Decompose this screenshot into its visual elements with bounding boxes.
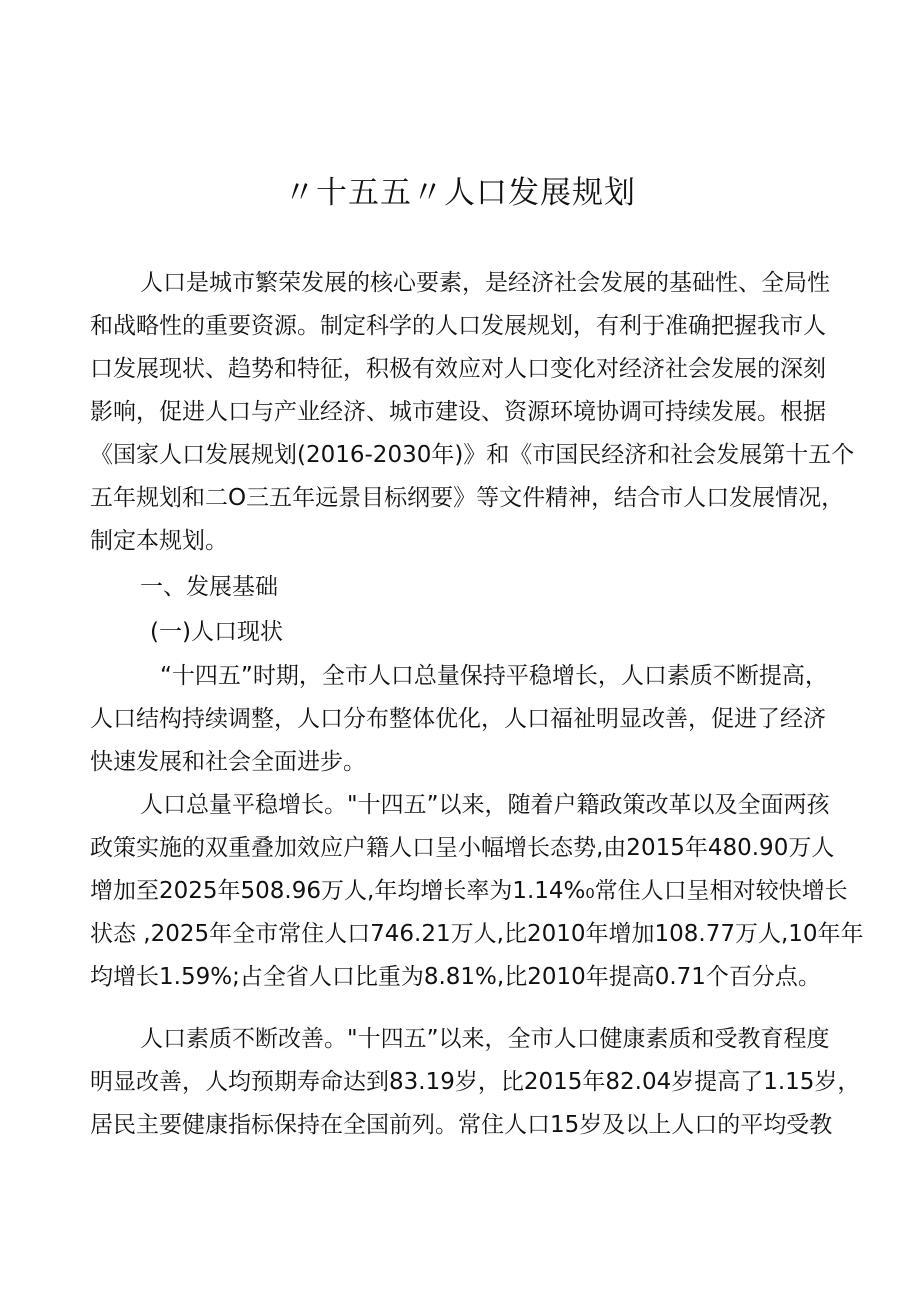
overview-line-1: “十四五”时期，全市人口总量保持平稳增长，人口素质不断提高， [160, 663, 828, 689]
population-quality-line-3: 居民主要健康指标保持在全国前列。常住人口15岁及以上人口的平均受教 [90, 1112, 833, 1138]
total-population-line-5: 均增长1.59%;占全省人口比重为8.81%,比2010年提高0.71个百分点。 [90, 964, 821, 990]
population-quality-line-2: 明显改善，人均预期寿命达到83.19岁，比2015年82.04岁提高了1.15岁， [90, 1069, 861, 1095]
overview-line-3: 快速发展和社会全面进步。 [90, 749, 366, 775]
overview-line-2: 人口结构持续调整，人口分布整体优化，人口福祉明显改善，促进了经济 [90, 706, 826, 732]
total-population-line-1: 人口总量平稳增长。"十四五”以来，随着户籍政策改革以及全面两孩 [140, 792, 830, 818]
intro-line-3: 口发展现状、趋势和特征，积极有效应对人口变化对经济社会发展的深刻 [90, 356, 826, 382]
intro-line-2: 和战略性的重要资源。制定科学的人口发展规划，有利于准确把握我市人 [90, 313, 826, 339]
intro-line-5: 《国家人口发展规划(2016-2030年)》和《市国民经济和社会发展第十五个 [90, 442, 855, 468]
total-population-line-3: 增加至2025年508.96万人,年均增长率为1.14%₀常住人口呈相对较快增长 [90, 878, 848, 904]
intro-line-6: 五年规划和二O三五年远景目标纲要》等文件精神，结合市人口发展情况， [90, 485, 845, 511]
total-population-line-2: 政策实施的双重叠加效应户籍人口呈小幅增长态势,由2015年480.90万人 [90, 835, 835, 861]
total-population-line-4: 状态 ,2025年全市常住人口746.21万人,比2010年增加108.77万人,10年年 [90, 921, 864, 947]
intro-line-4: 影响，促进人口与产业经济、城市建设、资源环境协调可持续发展。根据 [90, 399, 826, 425]
document-title: 〃十五五〃人口发展规划 [284, 175, 636, 211]
intro-line-7: 制定本规划。 [90, 528, 228, 554]
section-heading: 一、发展基础 [140, 574, 278, 600]
population-quality-line-1: 人口素质不断改善。"十四五”以来，全市人口健康素质和受教育程度 [140, 1026, 830, 1052]
intro-line-1: 人口是城市繁荣发展的核心要素，是经济社会发展的基础性、全局性 [140, 270, 830, 296]
subsection-heading: (一)人口现状 [150, 619, 283, 645]
